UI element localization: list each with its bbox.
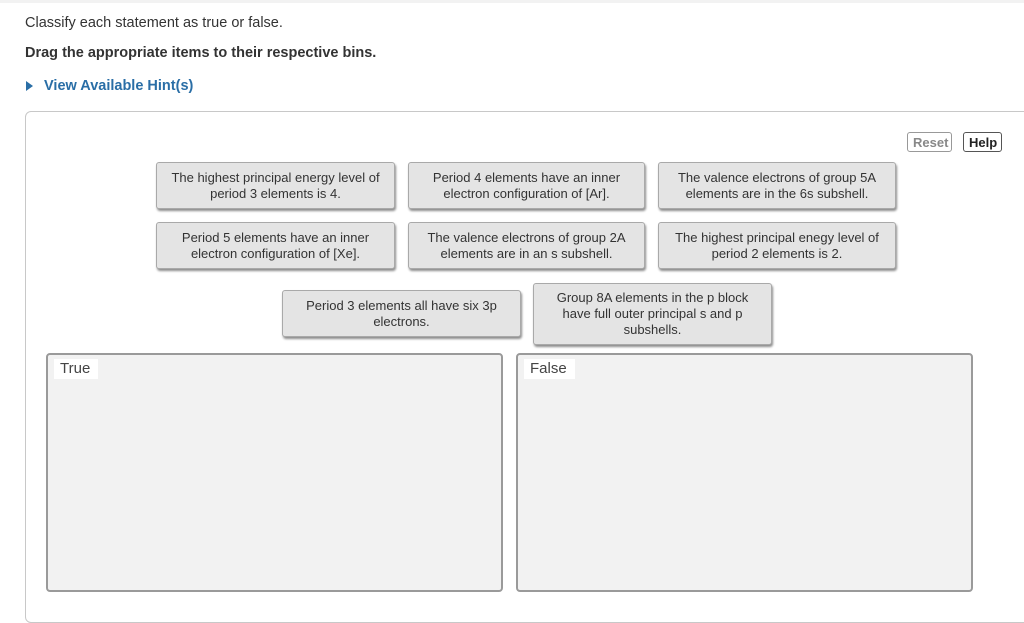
true-bin[interactable] xyxy=(46,353,503,592)
view-hints-label: View Available Hint(s) xyxy=(44,78,194,94)
draggable-card[interactable]: The highest principal enegy level of period 2 elements is 2. xyxy=(658,222,896,269)
false-bin-label: False xyxy=(524,359,575,379)
view-hints-link[interactable] xyxy=(25,78,193,94)
top-divider xyxy=(0,0,1024,3)
instruction-text: Classify each statement as true or false. xyxy=(25,15,283,31)
draggable-card[interactable]: Period 3 elements all have six 3p electrons. xyxy=(282,290,521,337)
reset-button[interactable]: Reset xyxy=(907,132,952,152)
help-button[interactable]: Help xyxy=(963,132,1002,152)
draggable-card[interactable]: The valence electrons of group 5A elements are in the 6s subshell. xyxy=(658,162,896,209)
instruction-bold-text: Drag the appropriate items to their respective bins. xyxy=(25,45,377,61)
draggable-card[interactable]: Period 4 elements have an inner electron configuration of [Ar]. xyxy=(408,162,645,209)
draggable-card[interactable]: The highest principal energy level of period 3 elements is 4. xyxy=(156,162,395,209)
false-bin[interactable] xyxy=(516,353,973,592)
draggable-card[interactable]: The valence electrons of group 2A elements are in an s subshell. xyxy=(408,222,645,269)
draggable-card[interactable]: Period 5 elements have an inner electron configuration of [Xe]. xyxy=(156,222,395,269)
caret-right-icon xyxy=(26,81,33,91)
draggable-card[interactable]: Group 8A elements in the p block have full outer principal s and p subshells. xyxy=(533,283,772,345)
true-bin-label: True xyxy=(54,359,98,379)
